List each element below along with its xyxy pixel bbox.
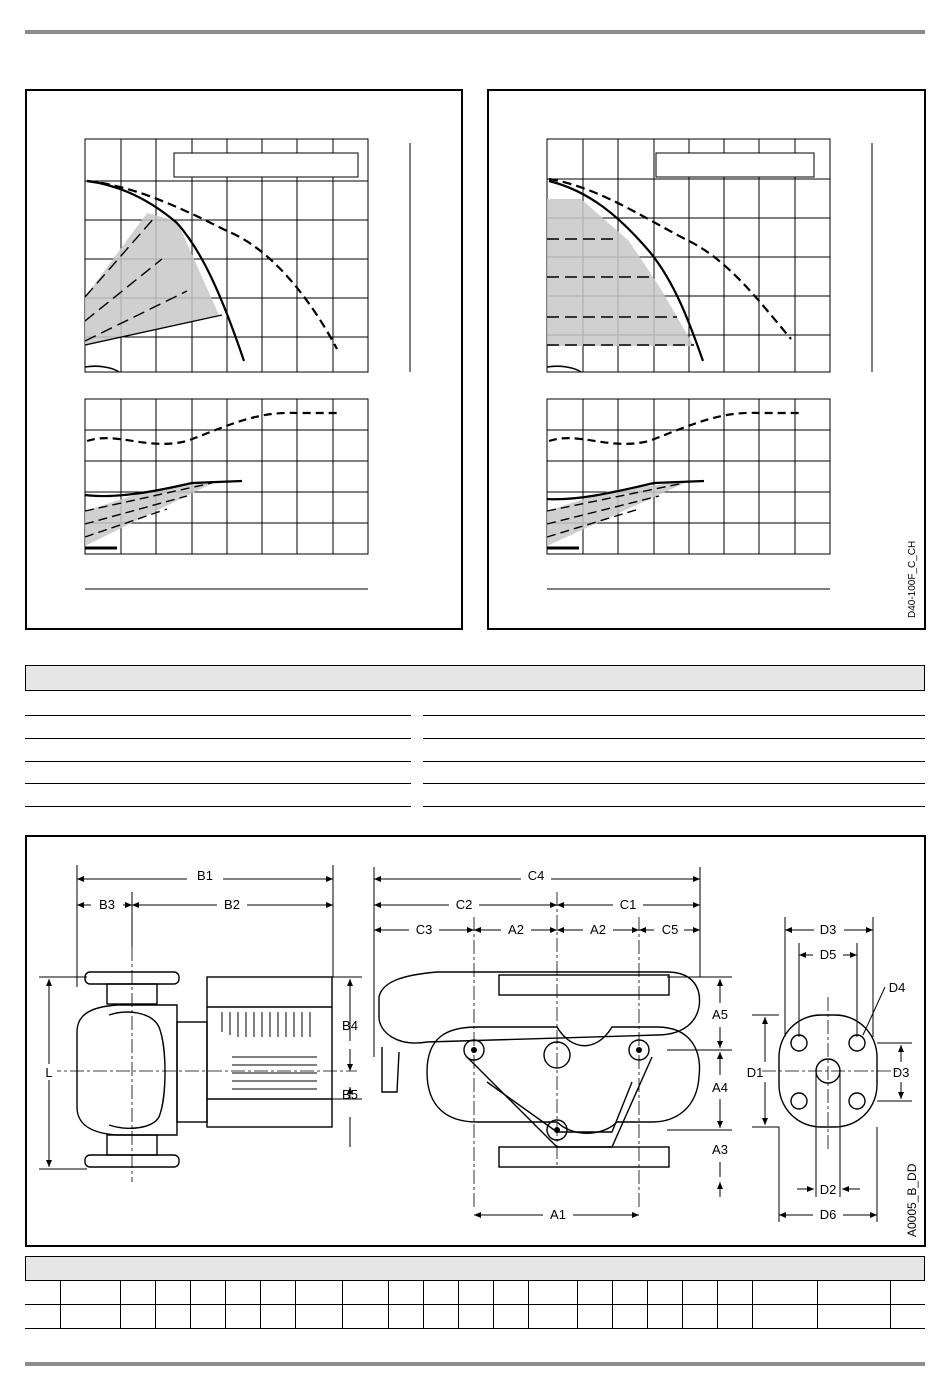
dim-label-c2: C2 [455, 897, 473, 912]
table-row-line [25, 1304, 925, 1305]
table-col-line [423, 1280, 424, 1328]
section-header-bar [25, 665, 925, 691]
table-col-line [260, 1280, 261, 1328]
dim-label-l: L [45, 1065, 53, 1080]
dim-label-d6: D6 [819, 1207, 837, 1222]
dim-label-d3-right: D3 [892, 1065, 910, 1080]
dim-label-c4: C4 [527, 868, 545, 883]
table-col-line [577, 1280, 578, 1328]
spec-row-line [423, 738, 925, 739]
performance-curves-left [27, 91, 465, 632]
dim-label-a2-left: A2 [508, 922, 524, 937]
dim-label-a5: A5 [712, 1007, 728, 1022]
table-col-line [120, 1280, 121, 1328]
table-col-line [647, 1280, 648, 1328]
table-col-line [612, 1280, 613, 1328]
spec-row-line [423, 806, 925, 807]
spec-row-line [25, 783, 411, 784]
spec-row-line [25, 715, 411, 716]
dim-label-d4: D4 [888, 980, 906, 995]
table-col-line [342, 1280, 343, 1328]
pump-dimension-drawing [27, 837, 928, 1249]
chart-code-label: D40-100F_C_CH [907, 540, 918, 618]
spec-row-line [423, 783, 925, 784]
dim-label-b5: B5 [342, 1087, 358, 1102]
bottom-rule [25, 1362, 925, 1366]
table-col-line [717, 1280, 718, 1328]
table-col-line [190, 1280, 191, 1328]
dim-label-c5: C5 [661, 922, 679, 937]
table-col-line [155, 1280, 156, 1328]
table-col-line [817, 1280, 818, 1328]
table-col-line [682, 1280, 683, 1328]
dim-label-d2: D2 [819, 1182, 837, 1197]
table-col-line [458, 1280, 459, 1328]
table-col-line [295, 1280, 296, 1328]
spec-row-line [25, 738, 411, 739]
dim-label-b3: B3 [99, 897, 115, 912]
dim-label-d3-top: D3 [819, 922, 837, 937]
spec-row-line [423, 715, 925, 716]
table-col-line [493, 1280, 494, 1328]
spec-row-line [423, 761, 925, 762]
dim-label-a4: A4 [712, 1080, 728, 1095]
dim-label-c3: C3 [415, 922, 433, 937]
performance-curves-right [489, 91, 928, 632]
dim-label-a2-right: A2 [590, 922, 606, 937]
table-col-line [225, 1280, 226, 1328]
dim-label-b2: B2 [224, 897, 240, 912]
spec-row-line [25, 761, 411, 762]
table-col-line [60, 1280, 61, 1328]
spec-row-line [25, 806, 411, 807]
dim-label-b1: B1 [197, 868, 213, 883]
performance-chart-panel-right [487, 89, 926, 630]
dim-label-a1: A1 [550, 1207, 566, 1222]
performance-chart-panel-left [25, 89, 463, 630]
table-col-line [752, 1280, 753, 1328]
drawing-code-label: A0005_B_DD [905, 1163, 919, 1237]
table-col-line [528, 1280, 529, 1328]
dim-label-b4: B4 [342, 1018, 358, 1033]
table-col-line [890, 1280, 891, 1328]
dim-label-a3: A3 [712, 1142, 728, 1157]
table-header-bar [25, 1256, 925, 1281]
top-rule [25, 30, 925, 34]
table-row-line [25, 1328, 925, 1329]
dim-label-d5: D5 [819, 947, 837, 962]
dim-label-d1: D1 [746, 1065, 764, 1080]
dimension-drawing-panel [25, 835, 926, 1247]
table-col-line [388, 1280, 389, 1328]
dim-label-c1: C1 [619, 897, 637, 912]
